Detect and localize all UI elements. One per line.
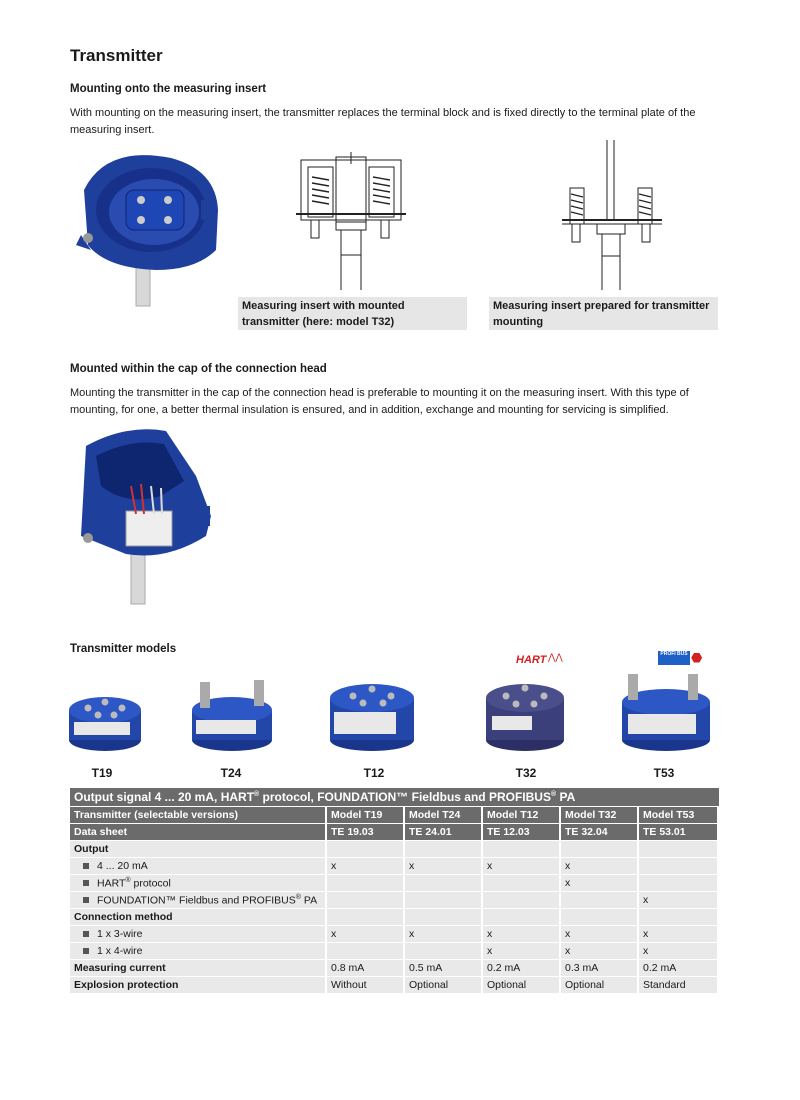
table-header-cell: Model T24 xyxy=(405,807,483,824)
table-header-cell: Model T12 xyxy=(483,807,561,824)
section-title-cap-mounting: Mounted within the cap of the connection head xyxy=(70,363,327,375)
table-cell xyxy=(639,875,719,892)
table-cell: x xyxy=(405,926,483,943)
table-cell: x xyxy=(561,875,639,892)
table-row xyxy=(70,943,719,960)
table-cell: FOUNDATION™ Fieldbus and PROFIBUS® PA xyxy=(70,892,327,909)
table-cell: Explosion protection xyxy=(70,977,327,994)
table-cell: TE 19.03 xyxy=(327,824,405,841)
table-cell: 0.8 mA xyxy=(327,960,405,977)
table-cell: Optional xyxy=(483,977,561,994)
bullet-icon xyxy=(83,880,89,886)
section-title-transmitter-models: Transmitter models xyxy=(70,643,177,655)
table-cell: TE 24.01 xyxy=(405,824,483,841)
connection-head-cap-image xyxy=(76,426,216,606)
table-cell: Standard xyxy=(639,977,719,994)
table-row-datasheet xyxy=(70,824,719,841)
transmitter-t24-image xyxy=(190,676,274,752)
transmitter-t19-image xyxy=(68,690,143,752)
transmitter-t12-image xyxy=(328,678,416,752)
section-text-measuring-insert: With mounting on the measuring insert, the transmitter replaces the terminal block and is fixed directly to the terminal plate of the measuring insert. xyxy=(70,107,696,136)
section-text-cap-mounting: Mounting the transmitter in the cap of the connection head is preferable to mounting it on the measuring insert. With this type of mounting, for one, a better thermal insulation is ensured, and in addition, exchange and mounting for servicing is simplified. xyxy=(70,387,689,416)
insert-prepared-drawing xyxy=(562,140,662,290)
table-cell: 0.2 mA xyxy=(483,960,561,977)
connection-head-with-transmitter-image xyxy=(76,150,226,308)
profibus-logo: PROFI BUS xyxy=(658,651,690,665)
table-cell xyxy=(405,875,483,892)
table-cell: Without xyxy=(327,977,405,994)
table-cell: x xyxy=(561,858,639,875)
table-cell: 1 x 3-wire xyxy=(70,926,327,943)
model-label-t24: T24 xyxy=(220,766,242,780)
table-row-output-heading xyxy=(70,841,719,858)
table-header-cell: Model T19 xyxy=(327,807,405,824)
page-title: Transmitter xyxy=(70,46,163,65)
model-label-t12: T12 xyxy=(363,766,385,780)
table-header-cell: Model T32 xyxy=(561,807,639,824)
table-cell: TE 12.03 xyxy=(483,824,561,841)
bullet-icon xyxy=(83,948,89,954)
table-cell xyxy=(327,943,405,960)
table-cell xyxy=(483,892,561,909)
table-cell: x xyxy=(639,926,719,943)
table-header-cell: Model T53 xyxy=(639,807,719,824)
table-row xyxy=(70,892,719,909)
table-cell: 0.2 mA xyxy=(639,960,719,977)
table-cell: 4 ... 20 mA xyxy=(70,858,327,875)
table-row-connection-heading xyxy=(70,909,719,926)
table-row-explosion-protection xyxy=(70,977,719,994)
table-cell: x xyxy=(405,858,483,875)
table-cell: HART® protocol xyxy=(70,875,327,892)
table-cell xyxy=(561,892,639,909)
table-cell: Output xyxy=(70,841,327,858)
table-header-row xyxy=(70,807,719,824)
table-row xyxy=(70,858,719,875)
table-cell: x xyxy=(327,926,405,943)
table-row-measuring-current xyxy=(70,960,719,977)
table-cell xyxy=(327,892,405,909)
table-cell xyxy=(639,858,719,875)
table-cell: 0.3 mA xyxy=(561,960,639,977)
bullet-icon xyxy=(83,931,89,937)
transmitter-t53-image xyxy=(620,670,712,752)
table-cell xyxy=(327,875,405,892)
transmitter-t32-image xyxy=(484,676,566,752)
insert-with-transmitter-drawing xyxy=(296,152,406,290)
table-cell: 1 x 4-wire xyxy=(70,943,327,960)
table-cell: Measuring current xyxy=(70,960,327,977)
caption-insert-with-transmitter: Measuring insert with mounted transmitter (here: model T32) xyxy=(238,297,467,330)
table-cell: x xyxy=(483,943,561,960)
table-cell: x xyxy=(483,926,561,943)
table-cell: 0.5 mA xyxy=(405,960,483,977)
table-cell: x xyxy=(639,943,719,960)
bullet-icon xyxy=(83,863,89,869)
model-label-t32: T32 xyxy=(515,766,537,780)
table-cell: Connection method xyxy=(70,909,327,926)
table-title: Output signal 4 ... 20 mA, HART® protocol, FOUNDATION™ Fieldbus and PROFIBUS® PA xyxy=(70,788,719,807)
bullet-icon xyxy=(83,897,89,903)
table-row xyxy=(70,926,719,943)
model-label-t19: T19 xyxy=(91,766,113,780)
table-cell: Optional xyxy=(405,977,483,994)
table-cell xyxy=(483,875,561,892)
table-cell: x xyxy=(483,858,561,875)
foundation-fieldbus-logo: ⬣ xyxy=(691,650,703,665)
table-cell xyxy=(405,892,483,909)
caption-insert-prepared: Measuring insert prepared for transmitter mounting xyxy=(489,297,718,330)
model-label-t53: T53 xyxy=(653,766,675,780)
hart-logo: HART ⋀⋀ xyxy=(516,652,563,666)
table-cell: TE 53.01 xyxy=(639,824,719,841)
table-cell: Data sheet xyxy=(70,824,327,841)
table-header-cell: Transmitter (selectable versions) xyxy=(70,807,327,824)
table-cell: TE 32.04 xyxy=(561,824,639,841)
transmitter-spec-table xyxy=(70,788,719,994)
table-cell: x xyxy=(561,943,639,960)
table-cell xyxy=(405,943,483,960)
section-title-measuring-insert: Mounting onto the measuring insert xyxy=(70,83,267,95)
table-row xyxy=(70,875,719,892)
table-cell: x xyxy=(327,858,405,875)
table-cell: x xyxy=(561,926,639,943)
table-cell: Optional xyxy=(561,977,639,994)
table-cell: x xyxy=(639,892,719,909)
